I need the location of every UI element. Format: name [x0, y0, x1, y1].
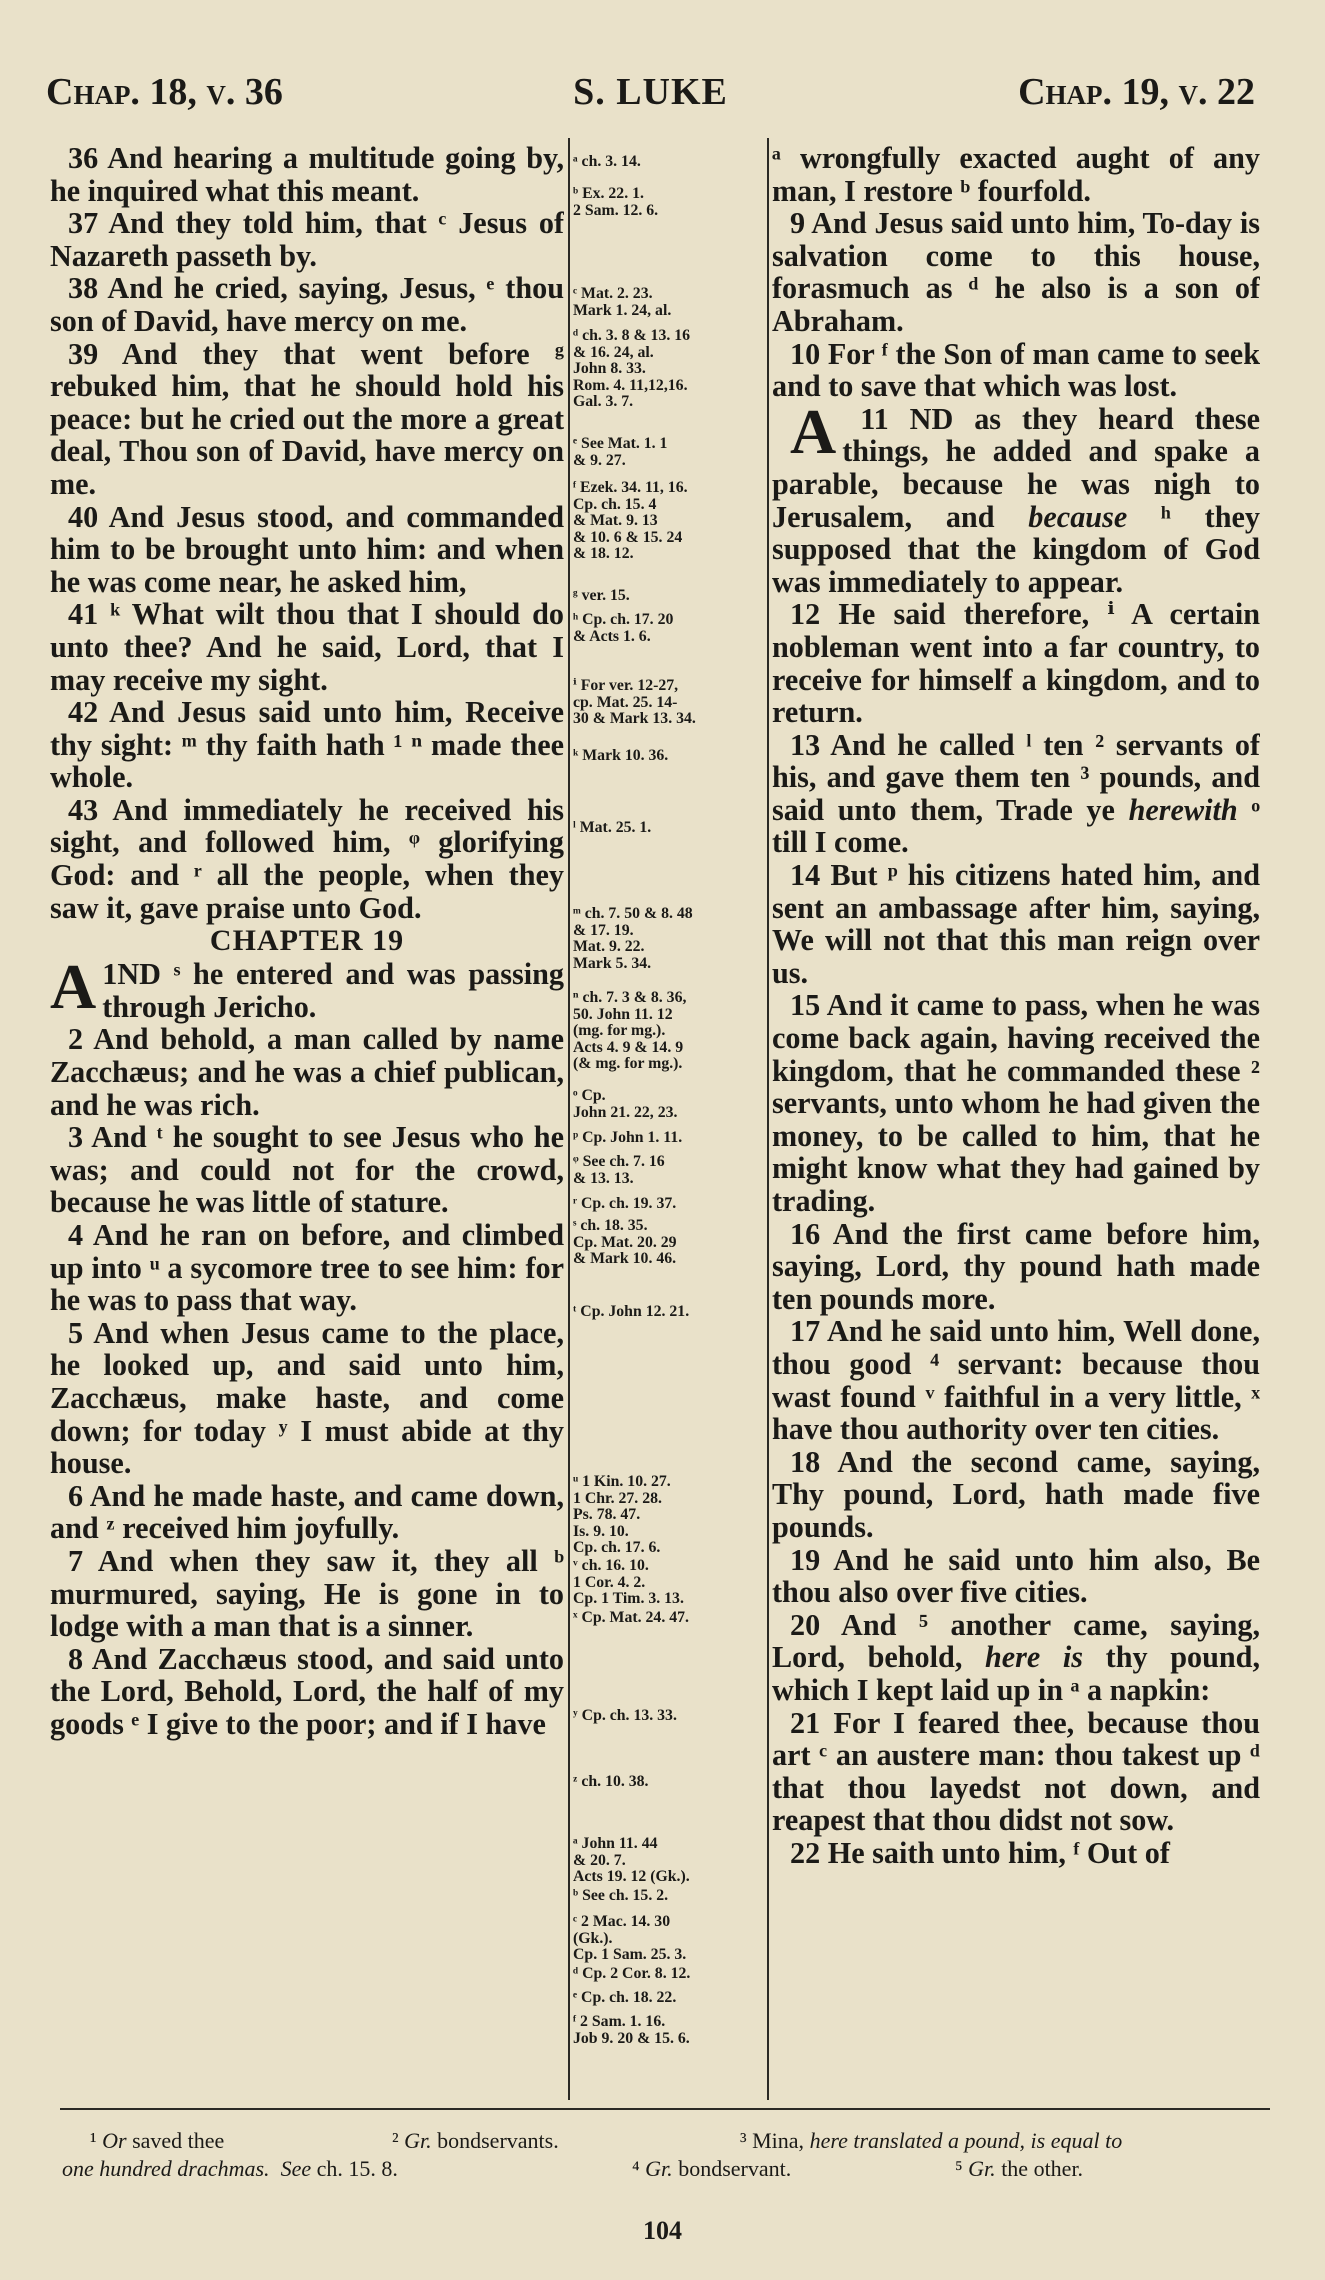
cross-reference-note: ᵍ ver. 15. [573, 587, 630, 604]
footnote-text: bondservants. [437, 2128, 559, 2153]
cross-reference-note: ˣ Cp. Mat. 24. 47. [573, 1609, 689, 1626]
cross-reference-note: ᵈ ch. 3. 8 & 13. 16 & 16. 24, al. John 8. 33. Rom. 4. 11,12,16. Gal. 3. 7. [573, 327, 691, 411]
verse-19-22: 22 He saith unto him, ᶠ Out of [790, 1835, 1170, 1870]
italic-word: here is [984, 1640, 1084, 1675]
header-right-reference: Chap. 19, v. 22 [1018, 71, 1255, 113]
verse-19-4: 4 And he ran on before, and climbed up into ᵘ a sycomore tree to see him: for he was to pass that way. [50, 1218, 564, 1318]
verse-19-21: 21 For I feared thee, because thou art ᶜ an austere man: thou takest up ᵈ that thou layedst not down, and reapest that thou didst not sow. [772, 1705, 1260, 1838]
cross-reference-note: ᵃ ch. 3. 14. [573, 153, 641, 170]
verse-18-43: 43 And immediately he received his sight, and followed him, ᵠ glorifying God: and ʳ all the people, when they saw it, gave praise unto God. [50, 792, 564, 925]
verse-text: ᵒ till I come. [772, 792, 1260, 860]
drop-cap: A [50, 951, 97, 1023]
footnote-number: ⁵ [955, 2156, 963, 2181]
footnote-text: bondservant. [678, 2156, 792, 2181]
cross-reference-note: ᵏ Mark 10. 36. [573, 747, 669, 764]
footnote-5 [955, 2156, 1083, 2182]
cross-reference-note: ᵐ ch. 7. 50 & 8. 48 & 17. 19. Mat. 9. 22. Mark 5. 34. [573, 905, 693, 972]
verse-18-36: 36 And hearing a multitude going by, he inquired what this meant. [50, 142, 564, 208]
drop-cap-rest: ND [117, 957, 161, 992]
footnote-italic: Gr. [404, 2128, 432, 2153]
footnote-text: the other. [1001, 2156, 1084, 2181]
cross-reference-note: ᵒ Cp. John 21. 22, 23. [573, 1087, 678, 1121]
cross-reference-note: ⁱ For ver. 12-27, cp. Mat. 25. 14- 30 & Mark 13. 34. [573, 677, 696, 728]
footnote-number: ⁴ [632, 2156, 640, 2181]
verse-19-12: 12 He said therefore, ⁱ A certain nobleman went into a far country, to receive for himself a kingdom, and to return. [772, 597, 1260, 730]
footnote-3 [740, 2128, 1122, 2154]
verse-19-8-cont: ᵃ wrongfully exacted aught of any man, I restore ᵇ fourfold. [772, 142, 1260, 208]
cross-reference-note: ⁿ ch. 7. 3 & 8. 36, 50. John 11. 12 (mg. for mg.). Acts 4. 9 & 14. 9 (& mg. for mg.). [573, 989, 687, 1073]
cross-reference-note: ᵃ John 11. 44 & 20. 7. Acts 19. 12 (Gk.). [573, 1835, 690, 1886]
footnote-italic: here translated a pound, is equal to [809, 2128, 1123, 2153]
footnote-italic: Or [102, 2128, 127, 2153]
footnote-text: Mina, [752, 2128, 805, 2153]
cross-reference-note: ᵇ See ch. 15. 2. [573, 1887, 669, 1904]
footnote-italic: Gr. [968, 2156, 996, 2181]
running-header [46, 70, 1255, 120]
verse-text: ʰ they supposed that the kingdom of God was immediately to appear. [772, 499, 1260, 599]
verse-19-20 [772, 1609, 1260, 1707]
verse-19-1 [50, 951, 564, 1024]
footnote-1 [90, 2128, 224, 2154]
verse-19-10: 10 For ᶠ the Son of man came to seek and to save that which was lost. [772, 336, 1260, 404]
cross-reference-note: ᶠ 2 Sam. 1. 16. Job 9. 20 & 15. 6. [573, 2013, 690, 2047]
verse-text: 20 And ⁵ another came, saying, Lord, behold, [772, 1607, 1260, 1675]
cross-reference-note: ᵇ Ex. 22. 1. 2 Sam. 12. 6. [573, 185, 659, 219]
cross-reference-note: ᵘ 1 Kin. 10. 27. 1 Chr. 27. 28. Ps. 78. 47. Is. 9. 10. Cp. ch. 17. 6. [573, 1473, 671, 1557]
footnotes [50, 2122, 1280, 2194]
page-number: 104 [643, 2216, 682, 2245]
footnote-number: ¹ [90, 2128, 97, 2153]
footnote-3-cont [62, 2156, 398, 2182]
verse-text: thy pound, which I kept laid up in ᵃ a napkin: [772, 1640, 1260, 1707]
verse-18-39: 39 And they that went before ᵍ rebuked him, that he should hold his peace: but he cried out the more a great deal, Thou son of David, have mercy on me. [50, 336, 564, 501]
cross-reference-column [573, 142, 765, 2102]
verse-19-3: 3 And ᵗ he sought to see Jesus who he was; and could not for the crowd, because he was little of stature. [50, 1120, 564, 1220]
footnote-4 [632, 2156, 791, 2182]
verse-number: 11 [860, 401, 889, 436]
verse-19-5: 5 And when Jesus came to the place, he looked up, and said unto him, Zacchæus, make haste, and come down; for today ʸ I must abide at thy house. [50, 1315, 564, 1481]
cross-reference-note: ᵛ ch. 16. 10. 1 Cor. 4. 2. Cp. 1 Tim. 3. 13. [573, 1557, 684, 1608]
drop-cap: A [790, 395, 837, 467]
footnote-text: ch. 15. 8. [316, 2156, 398, 2181]
footnote-number: ³ [740, 2128, 747, 2153]
footnote-2 [392, 2128, 559, 2154]
right-text-column [772, 142, 1260, 2102]
verse-18-38: 38 And he cried, saying, Jesus, ᵉ thou son of David, have mercy on me. [50, 271, 564, 338]
cross-reference-note: ʰ Cp. ch. 17. 20 & Acts 1. 6. [573, 611, 674, 645]
verse-19-13 [772, 729, 1260, 859]
verse-18-37: 37 And they told him, that ᶜ Jesus of Nazareth passeth by. [50, 206, 564, 273]
cross-reference-note: ᵉ Cp. ch. 18. 22. [573, 1989, 677, 2006]
verse-19-19: 19 And he said unto him also, Be thou also over five cities. [772, 1542, 1260, 1610]
verse-19-11 [772, 395, 1260, 599]
cross-reference-note: ʸ Cp. ch. 13. 33. [573, 1707, 677, 1724]
verse-19-7: 7 And when they saw it, they all ᵇ murmured, saying, He is gone in to lodge with a man that is a sinner. [50, 1543, 564, 1644]
cross-reference-note: ᶻ ch. 10. 38. [573, 1773, 649, 1790]
verse-19-14: 14 But ᵖ his citizens hated him, and sent an ambassage after him, saying, We will not that this man reign over us. [772, 858, 1260, 990]
verse-18-41: 41 ᵏ What wilt thou that I should do unto thee? And he said, Lord, that I may receive my sight. [50, 597, 564, 697]
cross-reference-note: ᶜ Mat. 2. 23. Mark 1. 24, al. [573, 285, 672, 319]
left-text-column [50, 142, 564, 2102]
verse-18-40: 40 And Jesus stood, and commanded him to be brought unto him: and when he was come near, he asked him, [50, 499, 564, 599]
cross-reference-note: ˡ Mat. 25. 1. [573, 819, 652, 836]
header-book-title: S. LUKE [573, 71, 728, 113]
cross-reference-note: ᵖ Cp. John 1. 11. [573, 1129, 683, 1146]
footnote-italic: one hundred drachmas. [62, 2156, 270, 2181]
cross-reference-note: ˢ ch. 18. 35. Cp. Mat. 20. 29 & Mark 10. 46. [573, 1217, 677, 1268]
cross-reference-note: ᶠ Ezek. 34. 11, 16. Cp. ch. 15. 4 & Mat. 9. 13 & 10. 6 & 15. 24 & 18. 12. [573, 479, 688, 563]
cross-reference-note: ᵗ Cp. John 12. 21. [573, 1303, 690, 1320]
italic-word: because [1028, 499, 1128, 534]
verse-text: ˢ he entered and was passing through Jericho. [102, 957, 564, 1024]
verse-19-15: 15 And it came to pass, when he was come back again, having received the kingdom, that he commanded these ² servants, unto whom he had given the money, to be called to him, that he might know what they had gained by trading. [772, 988, 1260, 1218]
verse-18-42: 42 And Jesus said unto him, Receive thy sight: ᵐ thy faith hath ¹ ⁿ made thee whole. [50, 695, 564, 795]
cross-reference-note: ʳ Cp. ch. 19. 37. [573, 1195, 677, 1212]
verse-19-17: 17 And he said unto him, Well done, thou good ⁴ servant: because thou wast found ᵛ faithful in a very little, ˣ have thou authority over ten cities. [772, 1314, 1260, 1447]
verse-19-2: 2 And behold, a man called by name Zacchæus; and he was a chief publican, and he was rich. [50, 1022, 564, 1122]
column-rule-left [568, 138, 570, 2100]
chapter-heading: CHAPTER 19 [209, 924, 405, 958]
cross-reference-note: ᵠ See ch. 7. 16 & 13. 13. [573, 1153, 665, 1187]
verse-19-6: 6 And he made haste, and came down, and ᶻ received him joyfully. [50, 1478, 564, 1546]
footnote-italic: See [280, 2156, 312, 2181]
verse-19-9: 9 And Jesus said unto him, To-day is salvation come to this house, forasmuch as ᵈ he also is a son of Abraham. [772, 206, 1260, 338]
italic-word: herewith [1128, 792, 1238, 827]
cross-reference-note: ᵈ Cp. 2 Cor. 8. 12. [573, 1965, 691, 1982]
verse-19-18: 18 And the second came, saying, Thy pound, Lord, hath made five pounds. [772, 1444, 1260, 1544]
column-rule-right [767, 138, 769, 2100]
footnote-text: saved thee [132, 2128, 225, 2153]
footnote-number: ² [392, 2128, 399, 2153]
verse-number: 1 [102, 957, 118, 992]
header-left-reference: Chap. 18, v. 36 [46, 71, 283, 113]
footnote-rule [60, 2108, 1270, 2110]
drop-cap-rest: ND [909, 401, 954, 436]
cross-reference-note: ᵉ See Mat. 1. 1 & 9. 27. [573, 435, 668, 469]
footnote-italic: Gr. [645, 2156, 673, 2181]
verse-19-16: 16 And the first came before him, saying, Lord, thy pound hath made ten pounds more. [772, 1216, 1260, 1316]
verse-19-8: 8 And Zacchæus stood, and said unto the Lord, Behold, Lord, the half of my goods ᵉ I give to the poor; and if I have [50, 1641, 564, 1741]
verse-text: as they heard these things, he added and spake a parable, because he was nigh to Jerusalem, and [772, 401, 1260, 534]
verse-text: 13 And he called ˡ ten ² servants of his, and gave them ten ³ pounds, and said unto them, Trade ye [772, 727, 1260, 827]
cross-reference-note: ᶜ 2 Mac. 14. 30 (Gk.). Cp. 1 Sam. 25. 3. [573, 1913, 687, 1964]
